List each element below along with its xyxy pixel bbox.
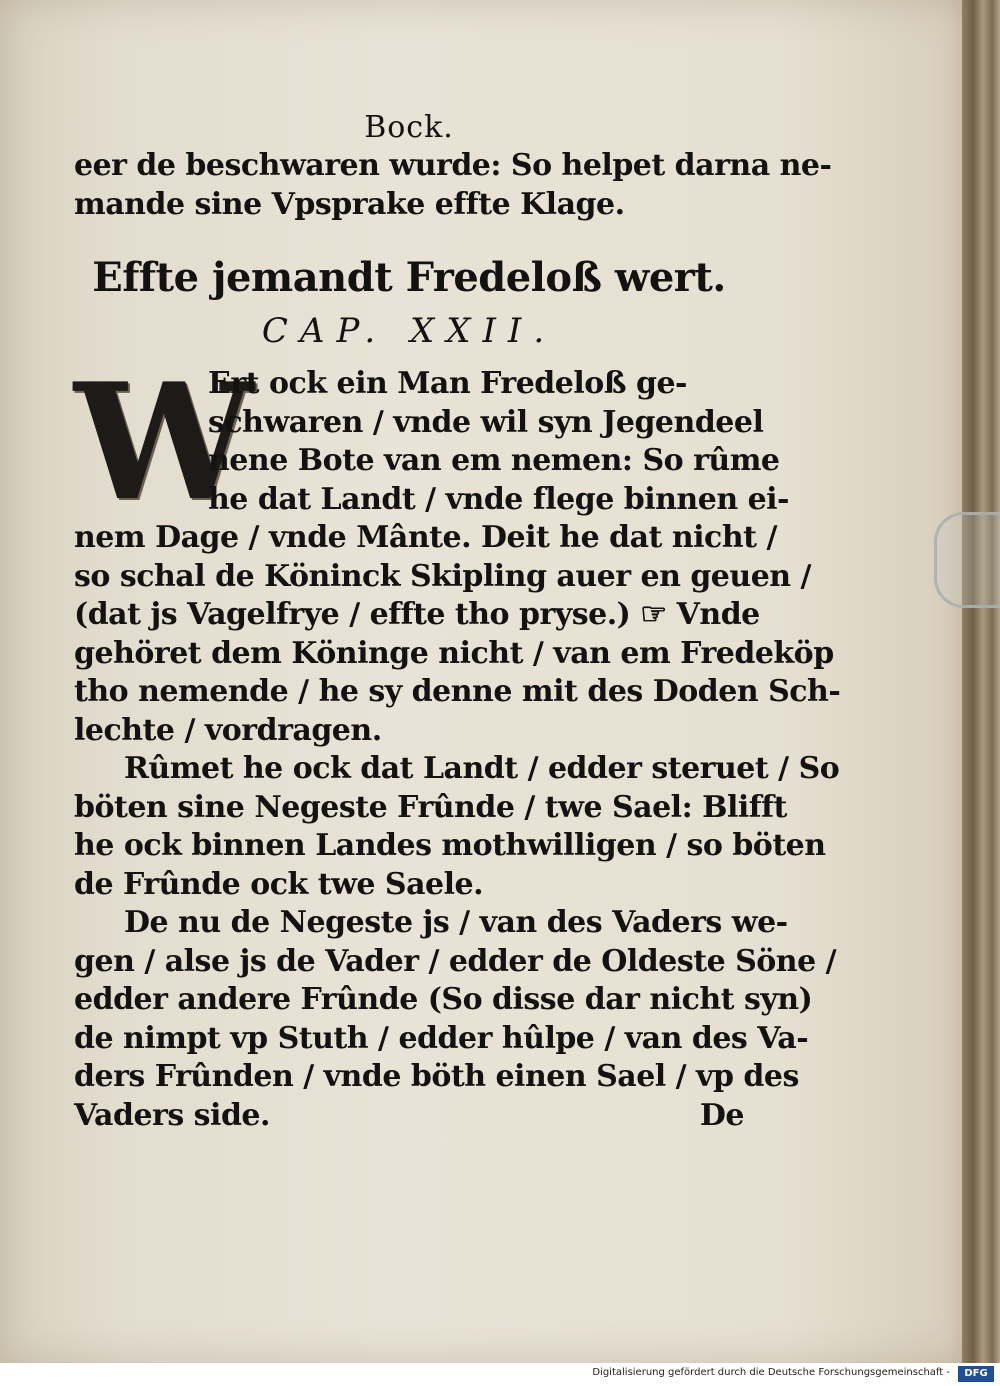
text-line: (dat js Vagelfrye / effte tho pryse.) ☞ Vnde	[74, 597, 760, 632]
text-line: Vaders side.	[74, 1097, 270, 1133]
catchword-top: Bock.	[364, 110, 454, 145]
text-line: De nu de Negeste js / van des Vaders we-	[124, 905, 788, 940]
initial-paragraph	[74, 348, 790, 536]
paragraph-3	[74, 904, 837, 1135]
chapter-number: CAP. XXII.	[261, 311, 557, 351]
text-line: schwaren / vnde wil syn Jegendeel	[208, 404, 764, 440]
text-line: de Frûnde ock twe Saele.	[74, 866, 484, 902]
text-line: ders Frûnden / vnde böth einen Sael / vp des	[74, 1059, 799, 1094]
text-line: he dat Landt / vnde flege binnen ei-	[208, 481, 790, 517]
custos-catchword: De	[699, 1097, 744, 1133]
text-line: gen / alse js de Vader / edder de Oldeste Söne /	[74, 943, 837, 979]
text-line: tho nemende / he sy denne mit des Doden Sch-	[74, 674, 841, 709]
page-text	[74, 110, 841, 1135]
section-heading: Effte jemandt Fredeloß wert.	[92, 254, 726, 301]
text-line: Ert ock ein Man Fredeloß ge-	[208, 366, 688, 401]
text-line: so schal de Köninck Skipling auer en geuen /	[74, 558, 811, 594]
text-line: de nimpt vp Stuth / edder hûlpe / van des Va-	[74, 1020, 809, 1056]
paragraph-2	[74, 750, 840, 904]
paragraph-1	[74, 519, 841, 750]
text-line: mande sine Vpsprake effte Klage.	[74, 186, 625, 222]
text-line: Rûmet he ock dat Landt / edder steruet / So	[124, 751, 840, 786]
dfg-logo: DFG	[958, 1366, 994, 1382]
text-line: nene Bote van em nemen: So rûme	[208, 443, 780, 478]
text-line: gehöret dem Köninge nicht / van em Fredeköp	[74, 635, 834, 671]
text-line: nem Dage / vnde Mânte. Deit he dat nicht /	[74, 520, 777, 555]
initial-lines	[208, 365, 789, 519]
text-line: böten sine Negeste Frûnde / twe Sael: Blifft	[74, 789, 787, 825]
book-edge	[962, 0, 1000, 1363]
text-line: lechte / vordragen.	[74, 712, 382, 748]
text-line-last	[74, 1097, 744, 1136]
text-line: he ock binnen Landes mothwilligen / so böten	[74, 828, 826, 863]
footer-credit: Digitalisierung gefördert durch die Deutsche Forschungsgemeinschaft -	[592, 1367, 950, 1378]
text-line: edder andere Frûnde (So disse dar nicht syn)	[74, 982, 813, 1017]
text-line: eer de beschwaren wurde: So helpet darna ne-	[74, 148, 832, 183]
page-clip	[934, 512, 1000, 608]
decorated-initial: W	[74, 348, 254, 536]
